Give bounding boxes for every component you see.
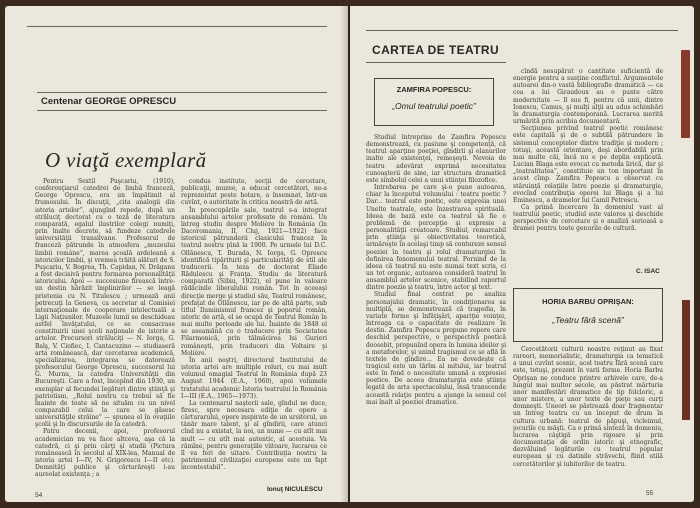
article-title: O viaţă exemplară [45, 148, 207, 172]
paragraph: Pentru Sextil Puşcariu, (1910), conferenţiarul catedrei de limbă franceză, George Oprescu, era un împătimit al frumosului. În discuţii, „cita analogii din istoria artelor”, ajungînd repede, după un străluciţ doctorat cu o teză de literatura comparată, egalul ilustrilor colegi numiţi, prin înalte decrete, să fundeze catedrele universităţii transilvane. Profesorul de franceză pătrunde în atmosfera „muzeului limbii române”, marea şcoală ardeleană a istoricilor limbii, şi vremea trăită alături de S. Puşcariu, V. Bogrea, Th. Capidan, N. Drăganu a fost decisivă pentru formarea personalităţii istoricului. Apoi — succesiune firească între-un destin hărăzit împlinirilor — se leagă prietenia cu N. Titulescu ; urmează anii petrecuţi la Geneva, ca secretar al Comisiei internaţionale de cooperare intelectuală a Ligii Naţiunilor. Muzeele lumii se deschideau astfel învăţatului, ce se consacrase constituirii unei şcoli naţionale de istorie a artelor. Precursori străluciţi — N. Iorga, G. Balş, V. Ciofiec, I. Cantacuzino — studiaseră arta românească, dar cercetarea academică, specializarea, integrarea se datorează profesorului George Oprescu, succesorul lui G. Murnu, la catedra Universităţii din Bucureşti. Care a fost, începînd din 1930, un exemplar al fecundei legături dintre ştiinţă şi patriotism, „Rolul nostru ca trebui să fie înainte de toate să ne situăm cu un nivel comparabil celui la care se găsesc universităţile străine” — spunea el în ovaţiile şcolii şi în discursurile de la catedră. [35, 178, 175, 429]
review-box-2 [513, 288, 663, 342]
article-heading: Centenar GEORGE OPRESCU [41, 96, 177, 107]
paragraph: Studiul întreprins de Zamfira Popescu demonstrează, cu pasiune şi competenţă, că teatrul aparţine poeţiei, gîndirii şi elanurilor inalte ale existenţei, remeşeşti. Nevoia de teatru adevărat exprimă necesitatea cunoaşterii de sine, iar structura dramatică este simbolul celei a unui stiinţei filozofice. [366, 134, 506, 184]
paragraph: În preocupările sale, teatrul s-a integrat ansamblului artelor profesate de români. Un întreg studiu despre Molière în România (în Dacoromania, II, Cluj, 1921—1922) face istoricul pătrunderii clasicului francez în teatrul nostru pînă la 1900. Pe urmele lui D.C. Ollănescu, T. Burada, N. Iorga, G. Oprescu identifică tipăriturii şi particularităţi de stil ale traducerii. În teza de doctorat Eliade Rădulescu şi Franţa. Studiu de literatură comparată (Sibiu, 1922), el pune în valoare rădăcinile liberalului român. Tot în aceeaşi direcţie merge şi studiul său, Teatrul românesc, prefaţat de Ollănescu, iar pe de altă parte, sub titlul Iluminismul francez şi poporul român, istoric de artă, el se ocupă de Teatrul Român în mai multe perioade ale lui. Înainte de 1848 el se aseamănă cu o traducere prin Societatea Filarmonică, prin tălmăcirea lui Gurieri româneşti, prin traduceri din Voltaire şi Molière. [181, 206, 327, 357]
right-column-2-top [513, 68, 663, 264]
box-book-title: „Teatru fără scenă” [552, 315, 624, 325]
page-edge-tab [681, 50, 690, 138]
author-signature: Ionuţ NICULESCU [267, 486, 323, 493]
page-edge-tab [682, 300, 690, 420]
paragraph: cîndă nesupărat o cantitate suficientă de energie pentru a susţine conflictul. Argumentele autoarei din-o vastă bibliografie dramatică — ca cea a lui Giraudoux au o punte către modernitate — Il sus fi, pentru că unii, dintre Ionescu, Camus, şi mulţi alţii au adus schimbări în dramaturgia contemporană. Lucrarea merită urmărită prin acribia documentară. [513, 68, 663, 126]
box-author: HORIA BARBU OPRIŞAN: [542, 297, 634, 306]
paragraph: Ca primă încercare în domeniul vast al teatrului poetic, studiul este valoros şi deschide perspective de cercetare şi o analiză serioasă a dramei pentru toate genurile de cultură. [513, 203, 663, 233]
left-page [5, 6, 348, 502]
paragraph: Patru decenii, apoi, profesorul academician nu va face altceva, aşa că la catedră, ci şi prin cărţi şi studii (Pictura românească în secolul al XIX-lea, Manual de istoria artei I—IV, N. Grigorescu I—II etc). Demnităţi publice şi cărturăreşti i-au aureolat existenţa ; a [35, 428, 175, 479]
paragraph: La centenarul naşterii sale, gîndul ne duce, firesc, spre necesara ediţie de opere a cărturarului, opere inspirate de un ursitorul, un tânăr mare talent, şi al gîndirii, care atunci cînd nu a existat, la noi, un nume — cu atît mai mult — cu atît mai autentic, al acestuia. Va rămîne, pentru generaţiile viitoare, lucrarea ce îl va feri de uitare. Contribuţia nostru la patrimoniul civilizaţiei europene este un fapt incontestabil”. [181, 399, 327, 472]
paragraph: Cercetătorii culturii noastre reţinut au fixat rareori, memorialistic, dramaturgia ca tematică a unui cuvînt scenic, acel teatru fără scenă care este, totuşi, prezent în varii forme. Horia Barbu Oprişan ne conduce printre arhivele care, de-a lungul mai multor secole, au păstrat mărturia unor manifestări dramatice de tip folcloric, a unor mistere, a unor texte de pieţe sau curţi domneşti. Uneori se păstrează doar fragmentar un întreg teatru cu un început de drum în cultura urbană: teatrul de păpuşi, vicleimul, jocurile cu măşti. Ca o primă sinteză în domeniu, lucrarea câştigă prin rigoare şi prin documentaţia de ordin istoric şi etnografic, dezvăluind legăturile cu teatrul popular european şi cu datinile străvechi, fiind utilă cercetătorilor şi iubitorilor de teatru. [513, 346, 663, 468]
review-box-1 [374, 78, 494, 126]
page-number: 54 [35, 492, 43, 499]
left-column-1 [35, 178, 175, 484]
right-column-1 [366, 134, 506, 486]
top-rule [366, 30, 678, 31]
paragraph: Secţiunea privind teatrul poetic românesc este capitală şi de o subtilă pătrundere în sistemul conceptelor dintre tradiţie şi modern ; totuşi, această orientare, deşi abordabilă prin mai multe căi, încă nu e pe deplin explicată. Lucian Blaga este evocat cu metoda lirică, dar şi „teatralitatea”, constituie un ton important în acest cîmp. Zamfira Popescu a observat cu stăruinţă relaţiile între poezie şi dramaturgie, evocînd contribuţia operei lui Blaga şi a lui Eminescu, a dramelor lui Camil Petrescu. [513, 125, 663, 204]
box-book-title: „Omul teatrului poetic” [392, 101, 476, 111]
reviewer-signature: C. ISAC [636, 268, 660, 275]
paragraph: Intrebarea pe care şi-o pune autoarea, chiar la începutul volumului : teatru poetic ? Dar... teatrul este poetic, este expresia unei Unelte teatrale, este înzestrarea spirituală. Ideea de bază este ca teatrul să fie o problemă de percepţie şi expresie a personalităţii creatoare. Studiul, remarcabil prin ştiinţa şi obiectivitatea teoretică, urmăreşte în acelaşi timp să contureze sensul poeziei în teatru şi rolul dramaturgiei în definirea fenomenului teatral. Pornind de la ideea că teatrul nu este numai text scris, ci un tot organic, autoarea consideră teatrul în ansamblul artelor scenice, stabilind raportul dintre poezie şi teatru, între actor şi text. [366, 184, 506, 292]
paragraph: condus institute, secţii de cercetare, publicaţii, muzee, a educat cercetători, ne-a reprezentat peste hotare, a însemnat, într-un cuvînt, o autoritate în critica noastră de artă. [181, 178, 327, 207]
section-rule [366, 62, 506, 63]
page-number: 55 [646, 490, 654, 497]
left-column-2 [181, 178, 327, 480]
heading-rule-top [37, 92, 327, 93]
heading-rule-bottom [37, 110, 327, 111]
box-author: ZAMFIRA POPESCU: [396, 85, 472, 94]
right-column-2-bottom [513, 346, 663, 488]
right-page [350, 6, 694, 502]
paragraph: Studiul final centrat pe analiza personajului dramatic, în condiţionarea sa multiplă, se demonstrează că tragedia, în variate forme şi înfăţişări, apariţie voinţei, întreaga ca o capacitate de realizare în destin. Zamfira Popescu propune repere care deschid perspective, o perspectivă poetică deosebit, propunînd opera în lumina ideilor şi a metaforelor, şi unind tragismul ce se află în textele de gîndire... Ea ne dovedeşte că tragicul este un tărîm al mitului, iar teatrul este în fond o necesitate umană a expresiei poetice. De aceea dramaturgia este ştiinţa legată de arta spectacolului, însă transcende această relaţie pentru a ajunge la sensul cel mai înalt al poeziei dramatice. [366, 291, 506, 406]
paragraph: În anii noştri, directorul Institutului de istoria artei are multiple roluri, cu mai mult volumul omagial Teatrul în România după 23 August 1944 (E.A., 1960), apoi volumele tratatului academic Istoria teatrului în România I—III (E.A., 1965—1973). [181, 356, 327, 400]
top-rule [27, 26, 327, 27]
section-title: CARTEA DE TEATRU [372, 43, 500, 57]
